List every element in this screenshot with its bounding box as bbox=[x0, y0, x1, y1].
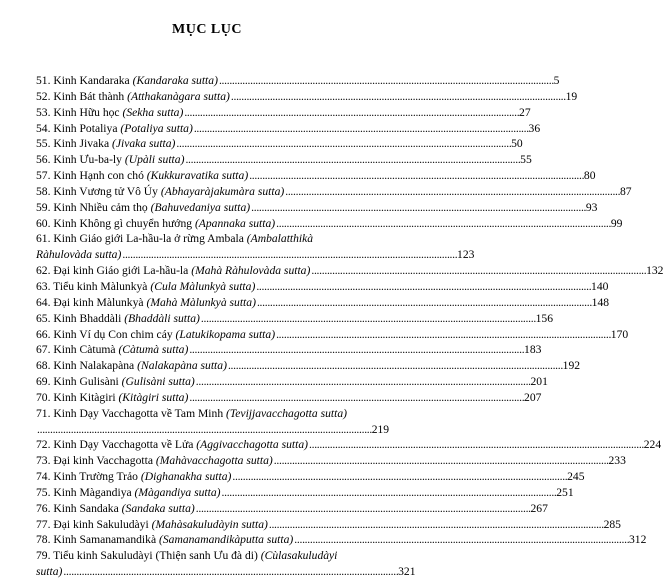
page-number: 80 bbox=[583, 169, 596, 183]
leader-dots bbox=[249, 168, 583, 184]
leader-dots bbox=[309, 437, 643, 453]
entry-pali-title: (Kandaraka sutta) bbox=[132, 74, 218, 87]
entry-title: 63. Tiểu kinh Màlunkyà bbox=[36, 279, 151, 293]
page-number: 99 bbox=[610, 216, 623, 230]
toc-entry-71[interactable] bbox=[36, 406, 390, 438]
toc-entry-56[interactable] bbox=[36, 152, 532, 168]
leader-dots bbox=[176, 136, 510, 152]
entry-pali-title: (Càtumà sutta) bbox=[118, 343, 189, 357]
leader-dots bbox=[222, 485, 556, 501]
entry-title: 66. Kinh Ví dụ Con chim cáy bbox=[36, 327, 176, 341]
entry-pali-title: (Mahàvacchagotta sutta) bbox=[155, 454, 273, 468]
entry-pali-title: (Dighanakha sutta) bbox=[140, 470, 232, 484]
page-number: 245 bbox=[567, 470, 585, 484]
leader-dots bbox=[274, 453, 608, 469]
entry-pali-title: (Aggivacchagotta sutta) bbox=[196, 438, 309, 452]
entry-pali-title: (Potaliya sutta) bbox=[120, 121, 193, 135]
entry-pali-title: (Atthakanàgara sutta) bbox=[127, 89, 230, 103]
page-number: 123 bbox=[457, 248, 475, 262]
toc-entry-59[interactable] bbox=[36, 200, 598, 216]
page-number: 170 bbox=[610, 327, 629, 341]
toc-entry-52[interactable] bbox=[36, 89, 578, 105]
page-number: 285 bbox=[603, 517, 621, 531]
leader-dots bbox=[294, 532, 628, 548]
page-number: 201 bbox=[530, 375, 548, 389]
entry-title: 75. Kinh Màgandiya bbox=[36, 485, 135, 499]
page-number: 233 bbox=[608, 454, 626, 468]
leader-dots bbox=[285, 184, 619, 200]
toc-entry-60[interactable] bbox=[36, 216, 623, 232]
entry-pali-title: (Cula Màlunkyà sutta) bbox=[150, 279, 256, 293]
entry-title: 71. Kinh Dạy Vacchagotta về Tam Minh bbox=[36, 406, 227, 420]
page-number: 19 bbox=[565, 89, 578, 103]
entry-title: 61. Kinh Giáo giới La-hầu-la ở rừng Ambala bbox=[36, 232, 247, 246]
page-number: 219 bbox=[371, 422, 390, 436]
page-number: 183 bbox=[524, 343, 542, 357]
page-number: 156 bbox=[535, 311, 554, 325]
page-number: 267 bbox=[530, 501, 548, 515]
entry-pali-title: (Mahà Màlunkyà sutta) bbox=[146, 295, 256, 309]
entry-title: 67. Kinh Càtumà bbox=[36, 343, 119, 357]
entry-pali-title: (Jivaka sutta) bbox=[112, 137, 176, 151]
entry-pali-title: (Ambalatthikà bbox=[246, 232, 314, 246]
leader-dots bbox=[63, 564, 397, 580]
entry-title: 76. Kinh Sandaka bbox=[36, 501, 122, 515]
toc-entry-74[interactable] bbox=[36, 469, 585, 485]
toc-entry-65[interactable] bbox=[36, 311, 554, 327]
page-number: 132 bbox=[646, 264, 663, 278]
leader-dots bbox=[37, 422, 371, 438]
entry-pali-title: (Apannaka sutta) bbox=[194, 216, 276, 230]
page-number: 224 bbox=[643, 438, 662, 452]
entry-title: 57. Kinh Hạnh con chó bbox=[36, 169, 147, 183]
toc-entry-67[interactable] bbox=[36, 342, 542, 358]
entry-pali-title: (Mahà Ràhulovàda sutta) bbox=[191, 264, 311, 278]
leader-dots bbox=[196, 501, 530, 517]
page-number: 148 bbox=[591, 295, 610, 309]
page-number: 50 bbox=[511, 137, 523, 151]
toc-entry-63[interactable] bbox=[36, 279, 609, 295]
entry-pali-title: (Bhaddàli sutta) bbox=[124, 311, 200, 325]
entry-title: 54. Kinh Potaliya bbox=[36, 121, 121, 135]
page-number: 207 bbox=[524, 390, 542, 404]
entry-title: 70. Kinh Kitàgiri bbox=[36, 390, 119, 404]
toc-entry-76[interactable] bbox=[36, 501, 548, 517]
toc-entry-55[interactable] bbox=[36, 136, 523, 152]
entry-pali-title: (Cùlasakuludàyi bbox=[260, 549, 338, 563]
toc-entry-64[interactable] bbox=[36, 295, 610, 311]
leader-dots bbox=[256, 279, 590, 295]
toc-entry-69[interactable] bbox=[36, 374, 548, 390]
toc-entry-51[interactable] bbox=[36, 73, 560, 89]
toc-entry-58[interactable] bbox=[36, 184, 632, 200]
toc-entry-73[interactable] bbox=[36, 453, 626, 469]
leader-dots bbox=[201, 311, 535, 327]
entry-title: 73. Đại kinh Vacchagotta bbox=[36, 454, 156, 468]
toc-entry-54[interactable] bbox=[36, 121, 541, 137]
entry-title: 74. Kinh Trường Trảo bbox=[36, 470, 141, 484]
entry-pali-title: (Upàli sutta) bbox=[124, 153, 185, 167]
toc-entry-77[interactable] bbox=[36, 517, 621, 533]
page-number: 321 bbox=[398, 565, 416, 579]
page-number: 55 bbox=[520, 153, 532, 167]
entry-pali-title-cont: sutta) bbox=[36, 565, 63, 579]
entry-pali-title: (Kitàgiri sutta) bbox=[118, 390, 189, 404]
entry-title: 59. Kinh Nhiều cảm thọ bbox=[36, 200, 151, 214]
entry-title: 78. Kinh Samanamandikà bbox=[36, 533, 159, 547]
leader-dots bbox=[276, 327, 610, 343]
entry-title: 58. Kinh Vương tử Vô Úy bbox=[36, 184, 161, 198]
entry-title: 51. Kinh Kandaraka bbox=[36, 74, 133, 87]
entry-pali-title-cont: Ràhulovàda sutta) bbox=[36, 248, 122, 262]
page-number: 251 bbox=[556, 485, 574, 499]
toc-entry-68[interactable] bbox=[36, 358, 581, 374]
page-number: 192 bbox=[562, 359, 581, 373]
entry-title: 62. Đại kinh Giáo giới La-hầu-la bbox=[36, 264, 192, 278]
entry-pali-title: (Sekha sutta) bbox=[122, 105, 184, 119]
leader-dots bbox=[311, 263, 645, 279]
toc-entry-61[interactable] bbox=[36, 231, 475, 263]
entry-title: 65. Kinh Bhaddàli bbox=[36, 311, 125, 325]
page-title: MỤC LỤC bbox=[172, 22, 242, 37]
entry-title: 53. Kinh Hữu học bbox=[36, 105, 123, 119]
leader-dots bbox=[184, 105, 518, 121]
leader-dots bbox=[189, 390, 523, 406]
entry-pali-title: (Màgandiya sutta) bbox=[134, 485, 221, 499]
page-number: 87 bbox=[619, 184, 632, 198]
entry-title: 52. Kinh Bát thành bbox=[36, 89, 128, 103]
entry-pali-title: (Latukikopama sutta) bbox=[175, 327, 276, 341]
entry-title: 64. Đại kinh Màlunkyà bbox=[36, 295, 147, 309]
toc-entry-79[interactable] bbox=[36, 548, 416, 580]
page-number: 312 bbox=[629, 533, 647, 547]
entry-title: 69. Kinh Gulisàni bbox=[36, 375, 122, 389]
leader-dots bbox=[269, 517, 603, 533]
leader-dots bbox=[276, 216, 610, 232]
toc-entry-53[interactable] bbox=[36, 105, 531, 121]
leader-dots bbox=[122, 247, 456, 263]
entry-pali-title: (Kukkuravatika sutta) bbox=[146, 169, 249, 183]
leader-dots bbox=[219, 73, 553, 89]
entry-title: 79. Tiểu kinh Sakuludàyi (Thiện sanh Ưu đà di) bbox=[36, 549, 261, 563]
entry-title: 56. Kinh Ưu-ba-ly bbox=[36, 153, 125, 167]
entry-pali-title: (Nalakapàna sutta) bbox=[137, 359, 227, 373]
entry-pali-title: (Mahàsakuludàyin sutta) bbox=[151, 517, 268, 531]
toc-entry-70[interactable] bbox=[36, 390, 542, 406]
entry-pali-title: (Bahuvedaniya sutta) bbox=[150, 200, 251, 214]
leader-dots bbox=[185, 152, 519, 168]
entry-pali-title: (Tevijjavacchagotta sutta) bbox=[226, 406, 347, 420]
page-number: 27 bbox=[519, 105, 531, 119]
entry-pali-title: (Sandaka sutta) bbox=[121, 501, 195, 515]
entry-pali-title: (Samanamandikàputta sutta) bbox=[159, 533, 294, 547]
toc-entry-72[interactable] bbox=[36, 437, 662, 453]
toc-entry-78[interactable] bbox=[36, 532, 647, 548]
leader-dots bbox=[228, 358, 562, 374]
leader-dots bbox=[189, 342, 523, 358]
entry-title: 55. Kinh Jivaka bbox=[36, 137, 112, 151]
leader-dots bbox=[231, 89, 565, 105]
entry-title: 68. Kinh Nalakapàna bbox=[36, 359, 138, 373]
leader-dots bbox=[196, 374, 530, 390]
table-of-contents bbox=[36, 73, 663, 580]
entry-pali-title: (Abhayaràjakumàra sutta) bbox=[160, 184, 285, 198]
page-number: 93 bbox=[585, 200, 598, 214]
entry-title: 72. Kinh Dạy Vacchagotta về Lửa bbox=[36, 438, 197, 452]
entry-title: 60. Kinh Không gì chuyển hướng bbox=[36, 216, 195, 230]
page-number: 140 bbox=[591, 279, 609, 293]
toc-entry-62[interactable] bbox=[36, 263, 663, 279]
toc-entry-57[interactable] bbox=[36, 168, 596, 184]
leader-dots bbox=[251, 200, 585, 216]
toc-entry-66[interactable] bbox=[36, 327, 629, 343]
leader-dots bbox=[232, 469, 566, 485]
entry-pali-title: (Gulisàni sutta) bbox=[121, 375, 195, 389]
entry-title: 77. Đại kinh Sakuludàyi bbox=[36, 517, 152, 531]
toc-entry-75[interactable] bbox=[36, 485, 574, 501]
page-number: 5 bbox=[553, 74, 560, 87]
leader-dots bbox=[194, 121, 528, 137]
leader-dots bbox=[257, 295, 591, 311]
page-number: 36 bbox=[528, 121, 541, 135]
